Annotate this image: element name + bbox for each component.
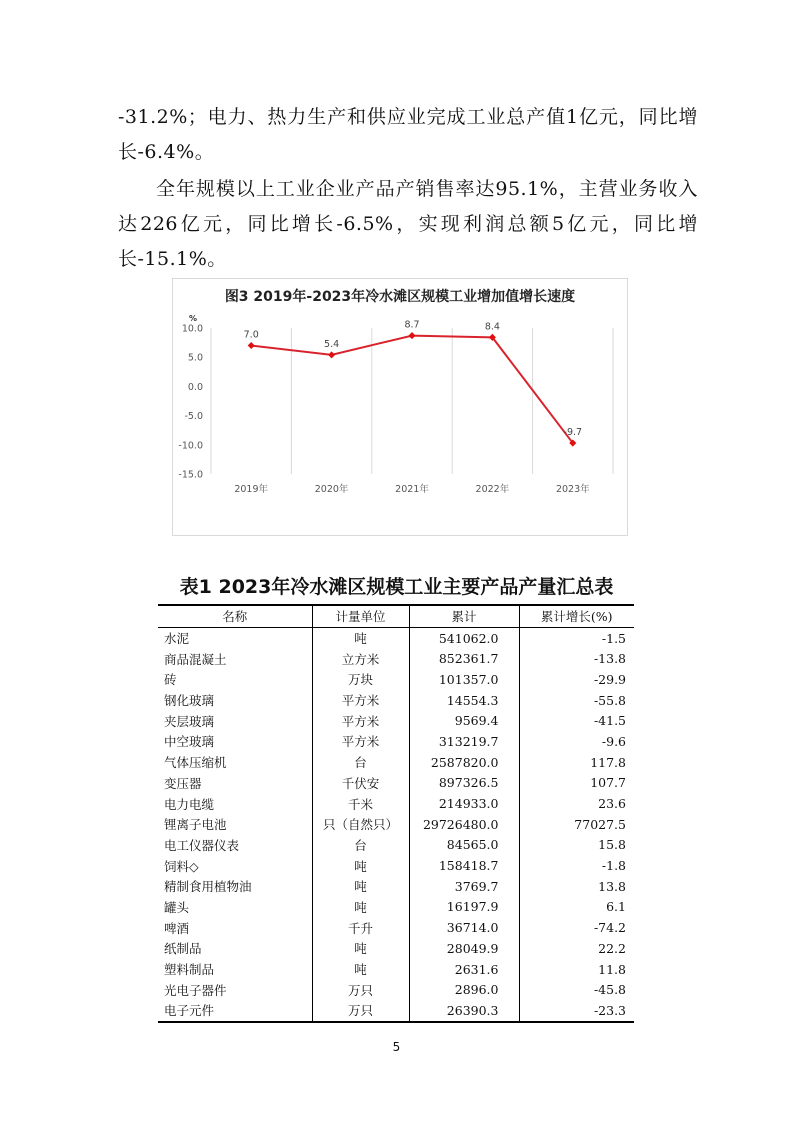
table-row [158,1000,634,1022]
cell-unit: 万只 [312,1000,409,1022]
cell-unit: 台 [312,835,409,856]
y-tick-label: 0.0 [187,381,203,393]
table-row [158,773,634,794]
cell-unit: 平方米 [312,731,409,752]
cell-unit: 吨 [312,959,409,980]
cell-cumulative: 36714.0 [409,917,519,938]
cell-growth: 13.8 [519,876,634,897]
cell-unit: 吨 [312,627,409,648]
cell-unit: 只（自然只） [312,814,409,835]
cell-name: 电力电缆 [158,793,312,814]
cell-growth: -1.8 [519,855,634,876]
cell-name: 钢化玻璃 [158,690,312,711]
cell-unit: 吨 [312,855,409,876]
product-output-table [158,604,634,1023]
cell-unit: 万块 [312,669,409,690]
cell-cumulative: 2631.6 [409,959,519,980]
cell-cumulative: 2896.0 [409,979,519,1000]
cell-unit: 千伏安 [312,773,409,794]
cell-cumulative: 541062.0 [409,627,519,648]
cell-cumulative: 28049.9 [409,938,519,959]
x-tick-label: 2021年 [395,484,429,495]
table-row [158,876,634,897]
x-tick-label: 2022年 [475,484,510,495]
cell-cumulative: 101357.0 [409,669,519,690]
cell-cumulative: 214933.0 [409,793,519,814]
cell-name: 电子元件 [158,1000,312,1022]
cell-name: 夹层玻璃 [158,710,312,731]
cell-unit: 台 [312,752,409,773]
cell-cumulative: 16197.9 [409,897,519,918]
cell-cumulative: 14554.3 [409,690,519,711]
cell-name: 精制食用植物油 [158,876,312,897]
header-growth: 累计增长(%) [519,605,634,627]
cell-growth: -45.8 [519,979,634,1000]
cell-cumulative: 2587820.0 [409,752,519,773]
table-header-row [158,605,634,627]
cell-cumulative: 29726480.0 [409,814,519,835]
cell-growth: 11.8 [519,959,634,980]
table-row [158,690,634,711]
table-row [158,938,634,959]
x-tick-label: 2020年 [314,484,349,495]
data-label: 7.0 [243,329,259,341]
cell-unit: 千升 [312,917,409,938]
cell-name: 塑料制品 [158,959,312,980]
table-row [158,731,634,752]
cell-name: 变压器 [158,773,312,794]
cell-name: 电工仪器仪表 [158,835,312,856]
cell-name: 气体压缩机 [158,752,312,773]
cell-growth: -74.2 [519,917,634,938]
cell-name: 商品混凝土 [158,648,312,669]
data-label: 5.4 [324,338,340,350]
cell-name: 饲料◇ [158,855,312,876]
table-row [158,669,634,690]
data-label: 8.7 [404,319,420,331]
cell-cumulative: 897326.5 [409,773,519,794]
cell-cumulative: 84565.0 [409,835,519,856]
cell-growth: 23.6 [519,793,634,814]
y-tick-label: -10.0 [178,440,203,452]
data-point-marker [408,332,415,339]
cell-unit: 吨 [312,938,409,959]
cell-growth: -23.3 [519,1000,634,1022]
table-row [158,648,634,669]
cell-growth: -55.8 [519,690,634,711]
header-cumulative: 累计 [409,605,519,627]
cell-growth: 77027.5 [519,814,634,835]
paragraph-1: -31.2%；电力、热力生产和供应业完成工业总产值1亿元，同比增长-6.4%。 [118,106,698,163]
cell-growth: 22.2 [519,938,634,959]
cell-cumulative: 26390.3 [409,1000,519,1022]
cell-unit: 立方米 [312,648,409,669]
cell-unit: 平方米 [312,710,409,731]
table-row [158,855,634,876]
cell-cumulative: 852361.7 [409,648,519,669]
cell-growth: -9.6 [519,731,634,752]
cell-cumulative: 3769.7 [409,876,519,897]
data-point-marker [328,351,335,358]
table-row [158,979,634,1000]
growth-line-chart [172,278,628,536]
table-row [158,627,634,648]
cell-growth: 15.8 [519,835,634,856]
cell-name: 中空玻璃 [158,731,312,752]
chart-canvas [173,279,627,535]
cell-name: 砖 [158,669,312,690]
cell-cumulative: 313219.7 [409,731,519,752]
cell-growth: 107.7 [519,773,634,794]
cell-growth: -13.8 [519,648,634,669]
y-tick-label: -15.0 [178,469,203,481]
table-row [158,793,634,814]
table-title: 表1 2023年冷水滩区规模工业主要产品产量汇总表 [179,576,614,598]
chart-title: 图3 2019年-2023年冷水滩区规模工业增加值增长速度 [224,289,576,305]
y-tick-label: 10.0 [181,323,203,335]
y-axis-unit: % [189,314,198,323]
cell-unit: 万只 [312,979,409,1000]
cell-growth: -41.5 [519,710,634,731]
cell-unit: 千米 [312,793,409,814]
data-label: 8.4 [484,321,500,333]
cell-cumulative: 9569.4 [409,710,519,731]
table-row [158,835,634,856]
table-row [158,710,634,731]
cell-unit: 平方米 [312,690,409,711]
table-row [158,897,634,918]
cell-growth: -29.9 [519,669,634,690]
cell-growth: -1.5 [519,627,634,648]
table-row [158,752,634,773]
x-tick-label: 2019年 [234,484,269,495]
x-tick-label: 2023年 [555,484,590,495]
data-label: -9.7 [563,427,583,439]
cell-unit: 吨 [312,876,409,897]
cell-name: 罐头 [158,897,312,918]
cell-growth: 6.1 [519,897,634,918]
cell-name: 纸制品 [158,938,312,959]
cell-cumulative: 158418.7 [409,855,519,876]
table-row [158,917,634,938]
cell-name: 水泥 [158,627,312,648]
table-row [158,959,634,980]
cell-growth: 117.8 [519,752,634,773]
y-tick-label: -5.0 [184,411,203,423]
data-point-marker [248,342,255,349]
paragraph-2: 全年规模以上工业企业产品产销售率达95.1%，主营业务收入达226亿元，同比增长-6.5%，实现利润总额5亿元，同比增长-15.1%。 [118,178,698,270]
header-name: 名称 [158,605,312,627]
cell-name: 光电子器件 [158,979,312,1000]
cell-name: 啤酒 [158,917,312,938]
cell-name: 锂离子电池 [158,814,312,835]
y-tick-label: 5.0 [187,352,203,364]
header-unit: 计量单位 [312,605,409,627]
table-row [158,814,634,835]
series-line [251,336,573,443]
cell-unit: 吨 [312,897,409,918]
page-number: 5 [392,1040,401,1054]
